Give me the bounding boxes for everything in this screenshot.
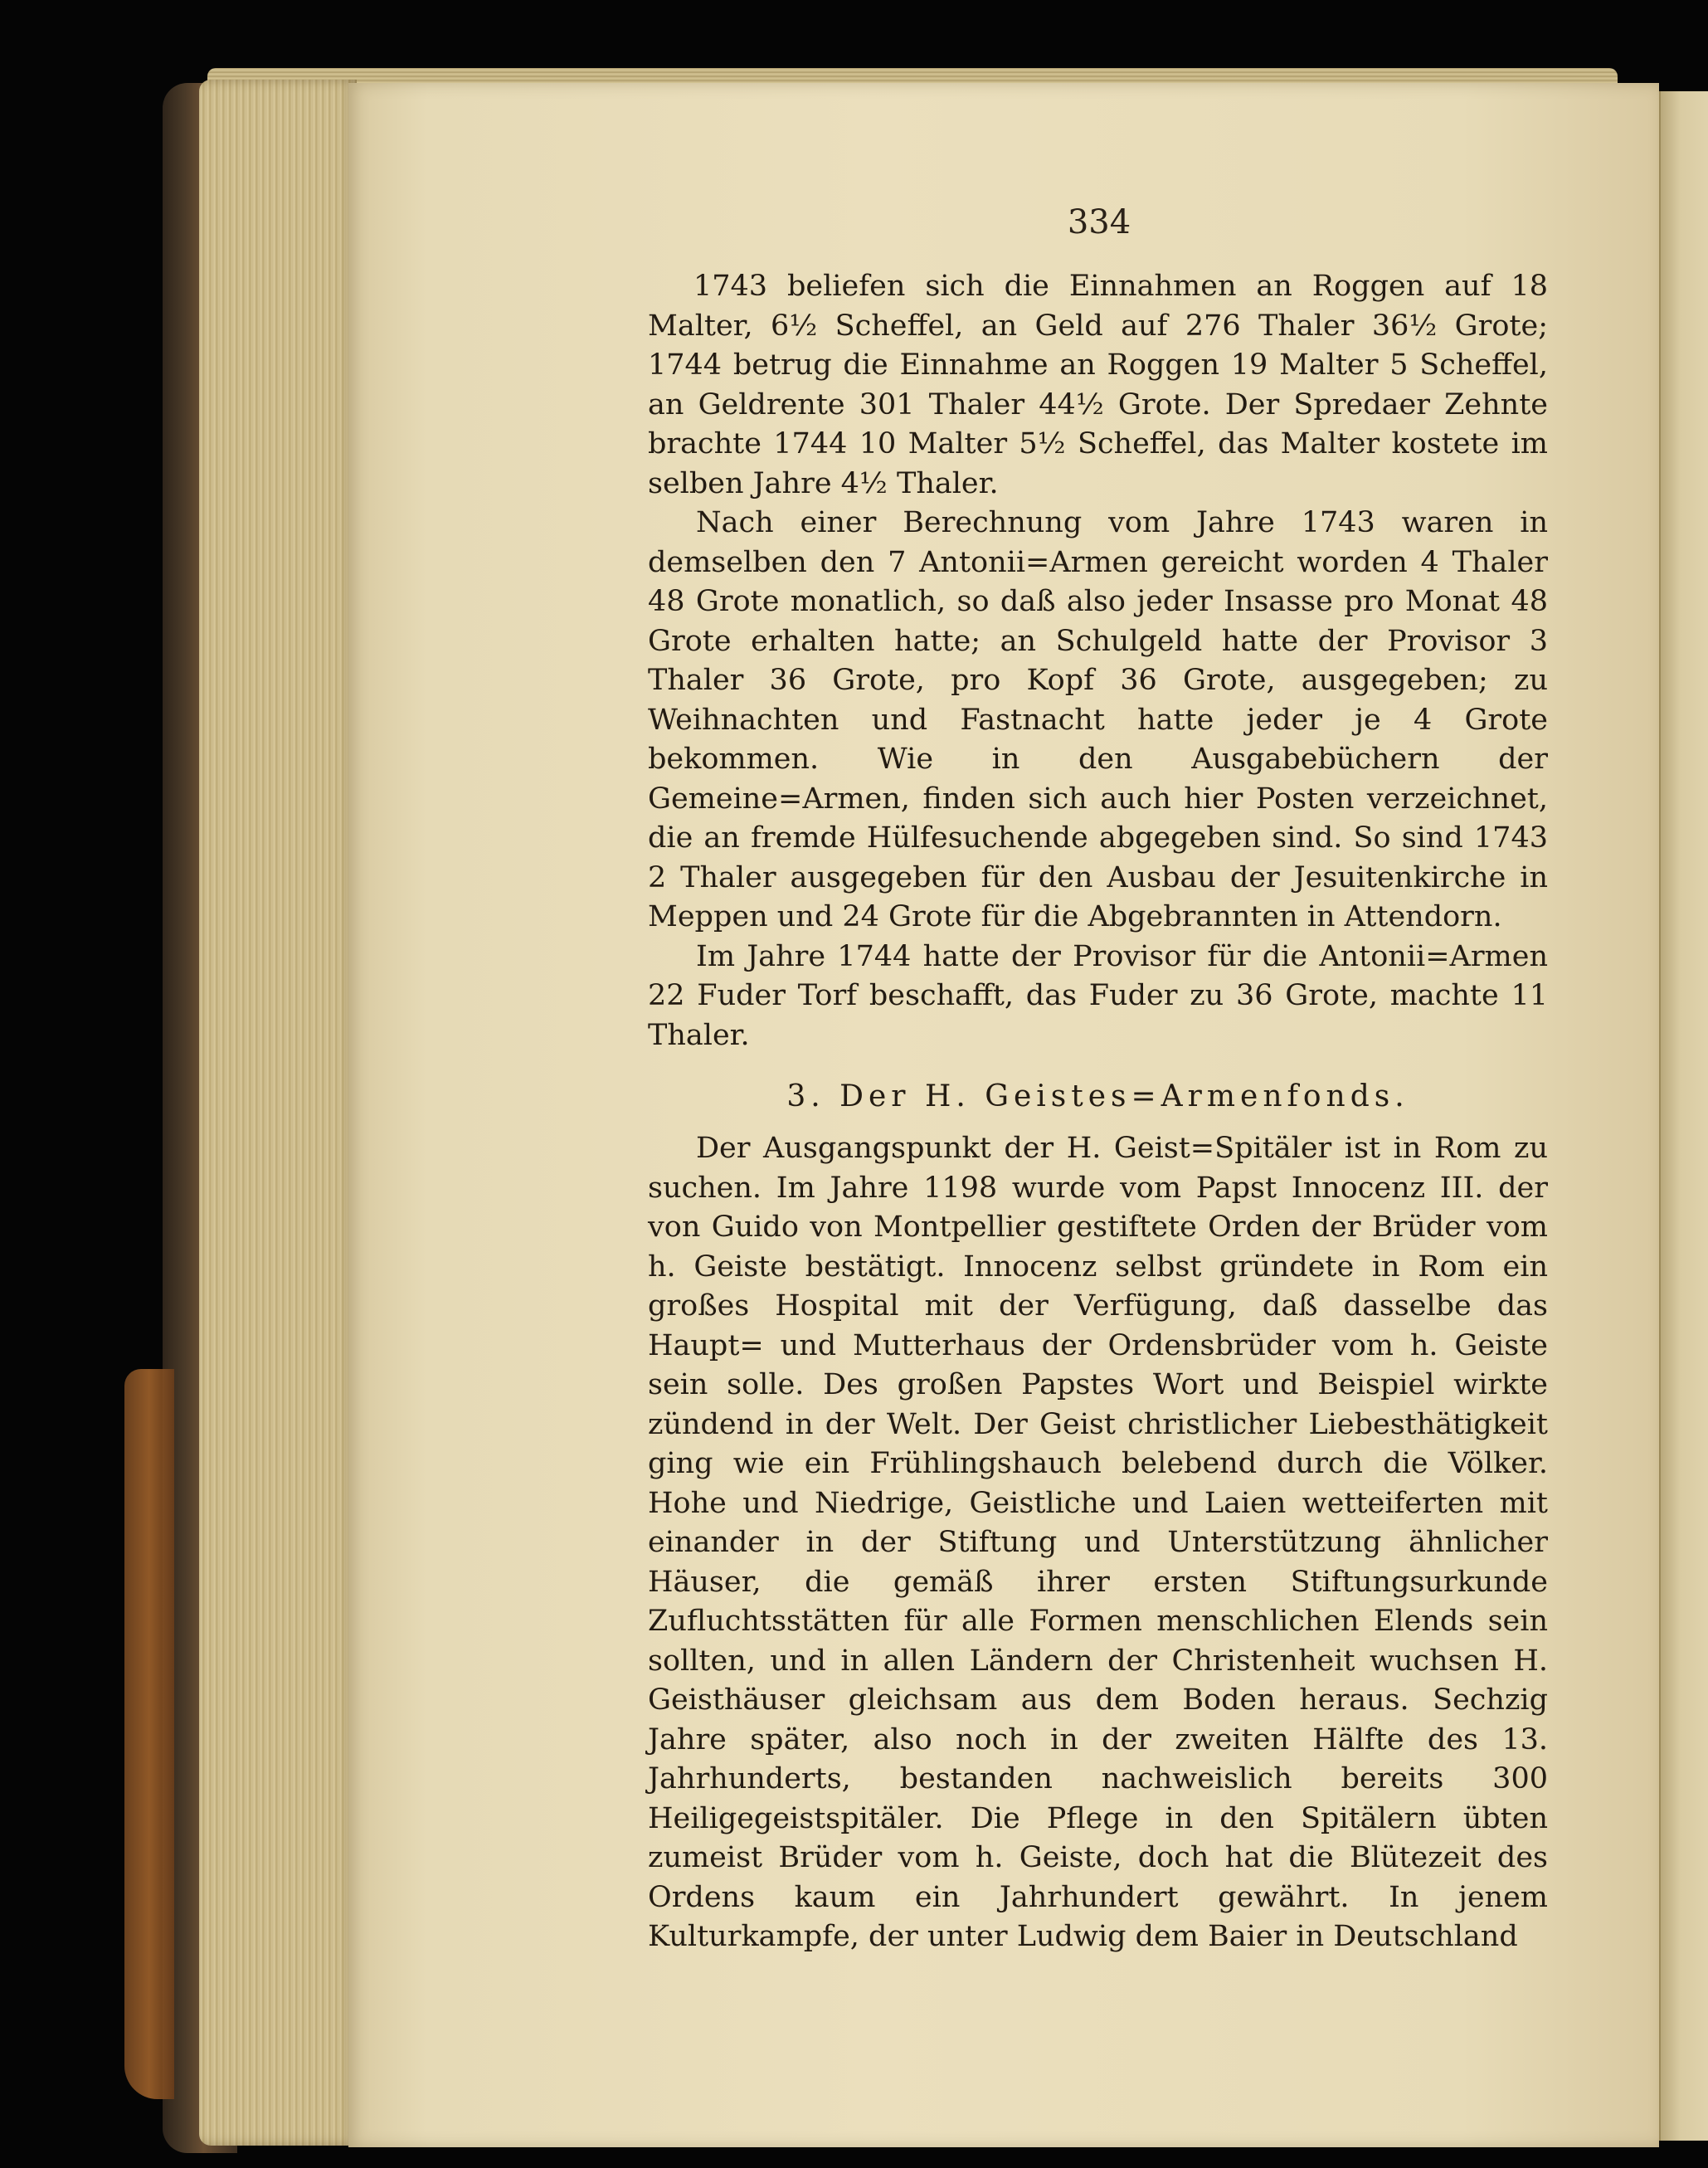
- paragraph-4: Der Ausgangspunkt der H. Geist=Spitäler ist in Rom zu suchen. Im Jahre 1198 wurde vom Papst Innocenz III. der von Guido von Montpellier gestiftete Orden der Brüder vom h. Geiste bestätigt. Innocenz selbst gründete in Rom ein großes Hospital mit der Verfügung, daß dasselbe das Haupt= und Mutterhaus der Ordensbrüder vom h. Geiste sein solle. Des großen Papstes Wort und Beispiel wirkte zündend in der Welt. Der Geist christlicher Liebesthätigkeit ging wie ein Frühlingshauch belebend durch die Völker. Hohe und Niedrige, Geistliche und Laien wetteiferten mit einander in der Stiftung und Unterstützung ähnlicher Häuser, die gemäß ihrer ersten Stiftungsurkunde Zufluchtsstätten für alle Formen menschlichen Elends sein sollten, und in allen Ländern der Christenheit wuchsen H. Geisthäuser gleichsam aus dem Boden heraus. Sechzig Jahre später, also noch in der zweiten Hälfte des 13. Jahrhunderts, bestanden nachweislich bereits 300 Heiligegeistspitäler. Die Pflege in den Spitälern übten zumeist Brüder vom h. Geiste, doch hat die Blütezeit des Ordens kaum ein Jahrhundert gewährt. In jenem Kulturkampfe, der unter Ludwig dem Baier in Deutschland: [648, 1132, 1548, 1953]
- page-number: 334: [1067, 203, 1131, 241]
- next-page-edge: [1659, 91, 1708, 2141]
- section-heading: 3. Der H. Geistes=Armenfonds.: [786, 1079, 1409, 1113]
- cover-wear: [124, 1369, 174, 2099]
- text-block: [648, 267, 1548, 1957]
- paragraph-3: Im Jahre 1744 hatte der Provisor für die Antonii=Armen 22 Fuder Torf beschafft, das Fuder zu 36 Grote, machte 11 Thaler.: [648, 939, 1548, 1052]
- page-stack: [199, 80, 357, 2146]
- paragraph-2: Nach einer Berechnung vom Jahre 1743 waren in demselben den 7 Antonii=Armen gereicht worden 4 Thaler 48 Grote monatlich, so daß also jeder Insasse pro Monat 48 Grote erhalten hatte; an Schulgeld hatte der Provisor 3 Thaler 36 Grote, pro Kopf 36 Grote, ausgegeben; zu Weihnachten und Fastnacht hatte jeder je 4 Grote bekommen. Wie in den Ausgabebüchern der Gemeine=Armen, finden sich auch hier Posten verzeichnet, die an fremde Hülfesuchende abgegeben sind. So sind 1743 2 Thaler ausgegeben für den Ausbau der Jesuitenkirche in Meppen und 24 Grote für die Abgebrannten in Attendorn.: [648, 506, 1548, 933]
- paragraph-1: 1743 beliefen sich die Einnahmen an Roggen auf 18 Malter, 6½ Scheffel, an Geld auf 276 Thaler 36½ Grote; 1744 betrug die Einnahme an Roggen 19 Malter 5 Scheffel, an Geldrente 301 Thaler 44½ Grote. Der Spredaer Zehnte brachte 1744 10 Malter 5½ Scheffel, das Malter kostete im selben Jahre 4½ Thaler.: [648, 270, 1548, 500]
